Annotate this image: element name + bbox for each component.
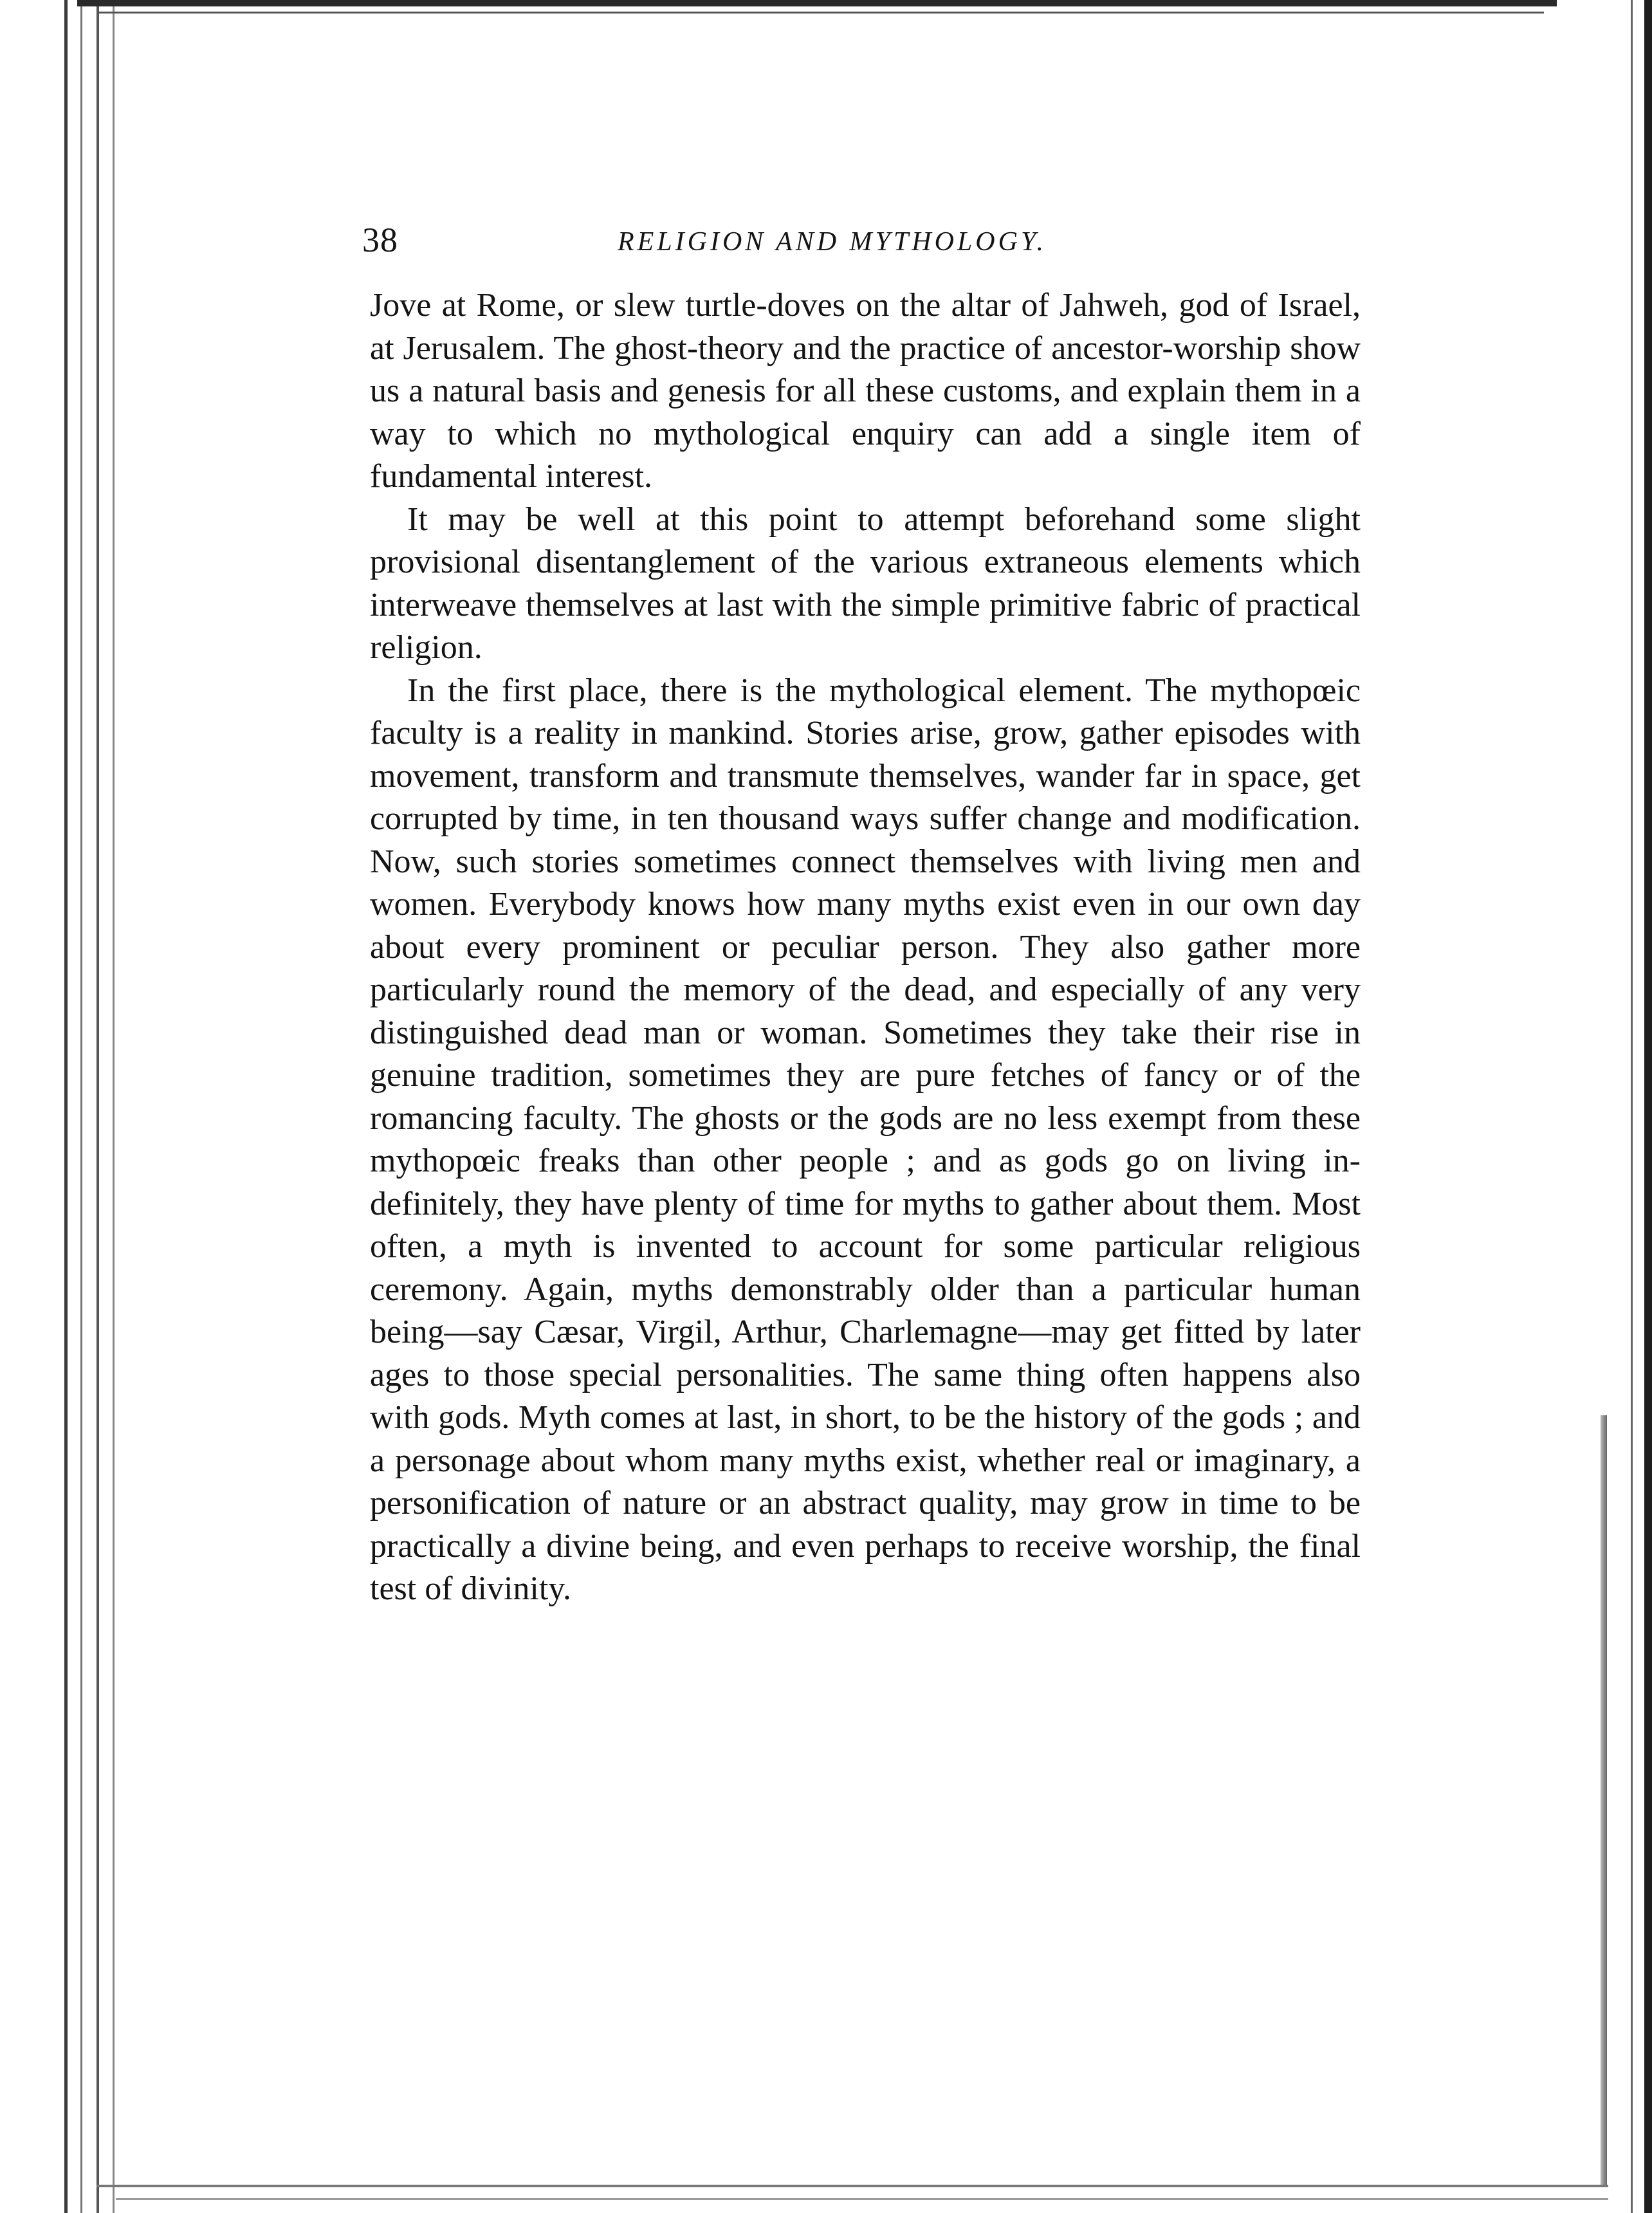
page-edge-right: [1644, 0, 1652, 2213]
paragraph: It may be well at this point to attempt beforehand some slight provisional disentanglement of the various extraneous elements which interweave themselves at last with the simple primitive fabric of practical religion.: [370, 500, 1361, 666]
page-edge-left: [0, 0, 122, 2213]
body-text: [370, 284, 1361, 1611]
page-edge-line: [80, 0, 82, 2213]
paragraph: Jove at Rome, or slew turtle-doves on the altar of Jahweh, god of Israel, at Jerusalem. The ghost-theory and the practice of ancestor-worship show us a natural basis and genesis for all these customs, and explain them in a way to which no mythological enquiry can add a single item of fundamental interest.: [370, 287, 1361, 495]
paragraph: In the first place, there is the mythological element. The mythopœic faculty is a reality in mankind. Stories arise, grow, gather episodes with movement, transform and transmute themselves, wander far in space, get corrupted by time, in ten thousand ways suffer change and modification. Now, such stories sometimes connect themselves with living men and women. Everybody knows how many myths exist even in our own day about every prominent or peculiar person. They also gather more particularly round the memory of the dead, and especially of any very distinguished dead man or woman. Sometimes they take their rise in genuine tradition, sometimes they are pure fetches of fancy or of the romancing faculty. The ghosts or the gods are no less exempt from these mythopœic freaks than other people ; and as gods go on living indefinitely, they have plenty of time for myths to gather about them. Most often, a myth is invented to account for some particular religious ceremony. Again, myths demonstrably older than a particular human being—say Cæsar, Virgil, Arthur, Charlemagne—may get fitted by later ages to those special personalities. The same thing often happens also with gods. Myth comes at last, in short, to be the history of the gods ; and a personage about whom many myths exist, whether real or imaginary, a personification of nature or an abstract quality, may grow in time to be practically a divine being, and even perhaps to receive worship, the final test of divinity.: [370, 672, 1361, 1607]
page-edge-bottom: [116, 2198, 1608, 2200]
page-edge-line: [113, 0, 115, 2213]
page-number: 38: [362, 221, 398, 259]
page-edge-bottom: [96, 2185, 1608, 2187]
running-head: RELIGION AND MYTHOLOGY.: [618, 227, 1047, 257]
page-edge-right: [1631, 0, 1633, 2213]
page-header: [362, 212, 1361, 277]
page-edge-line: [64, 0, 68, 2213]
page-edge-right: [1601, 1415, 1607, 2187]
page-edge-line: [96, 0, 99, 2213]
book-page: [362, 212, 1361, 1611]
page-edge-top: [77, 0, 1557, 6]
page-edge-top: [96, 12, 1544, 14]
